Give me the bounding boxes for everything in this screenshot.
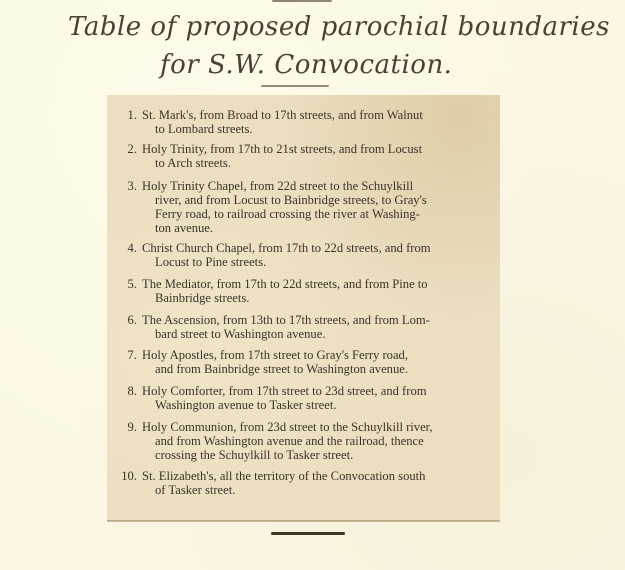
item-text: Holy Comforter, from 17th street to 23d street, and from xyxy=(142,384,427,398)
item-text: Ferry road, to railroad crossing the river at Washing- xyxy=(155,207,420,221)
item-number: 8. xyxy=(127,384,137,398)
item-number: 7. xyxy=(127,348,137,362)
item-text: Holy Apostles, from 17th street to Gray's Ferry road, xyxy=(142,348,408,362)
top-flourish xyxy=(272,0,332,2)
item-number: 2. xyxy=(127,142,137,156)
heading-line-1: Table of proposed parochial boundaries xyxy=(68,12,610,42)
newspaper-clipping xyxy=(107,95,500,521)
item-number: 9. xyxy=(127,420,137,434)
item-text: Holy Trinity Chapel, from 22d street to the Schuylkill xyxy=(142,179,414,193)
item-number: 1. xyxy=(127,108,137,122)
item-text: ton avenue. xyxy=(155,221,214,235)
item-text: Christ Church Chapel, from 17th to 22d streets, and from xyxy=(142,241,431,255)
item-text: to Arch streets. xyxy=(155,156,231,170)
item-text: and from Bainbridge street to Washington avenue. xyxy=(155,362,409,376)
item-text: and from Washington avenue and the railroad, thence xyxy=(155,434,424,448)
item-text: Holy Communion, from 23d street to the Schuylkill river, xyxy=(142,420,433,434)
bottom-flourish xyxy=(271,532,345,535)
heading-underline-flourish xyxy=(261,85,329,87)
item-text: Locust to Pine streets. xyxy=(155,255,267,269)
item-text: to Lombard streets. xyxy=(155,122,253,136)
item-text: bard street to Washington avenue. xyxy=(155,327,326,341)
item-text: The Mediator, from 17th to 22d streets, and from Pine to xyxy=(142,277,428,291)
item-text: Washington avenue to Tasker street. xyxy=(155,398,337,412)
item-text: crossing the Schuylkill to Tasker street. xyxy=(155,448,354,462)
item-number: 4. xyxy=(127,241,137,255)
item-number: 6. xyxy=(127,313,137,327)
item-text: Holy Trinity, from 17th to 21st streets, and from Locust xyxy=(142,142,423,156)
heading-line-2: for S.W. Convocation. xyxy=(160,50,453,80)
item-text: The Ascension, from 13th to 17th streets, and from Lom- xyxy=(142,313,430,327)
item-number: 5. xyxy=(127,277,137,291)
item-text: St. Mark's, from Broad to 17th streets, and from Walnut xyxy=(142,108,423,122)
item-text: river, and from Locust to Bainbridge streets, to Gray's xyxy=(155,193,427,207)
item-text: of Tasker street. xyxy=(155,483,236,497)
item-number: 3. xyxy=(127,179,137,193)
item-text: Bainbridge streets. xyxy=(155,291,250,305)
item-text: St. Elizabeth's, all the territory of the Convocation south xyxy=(142,469,426,483)
item-number: 10. xyxy=(121,469,137,483)
